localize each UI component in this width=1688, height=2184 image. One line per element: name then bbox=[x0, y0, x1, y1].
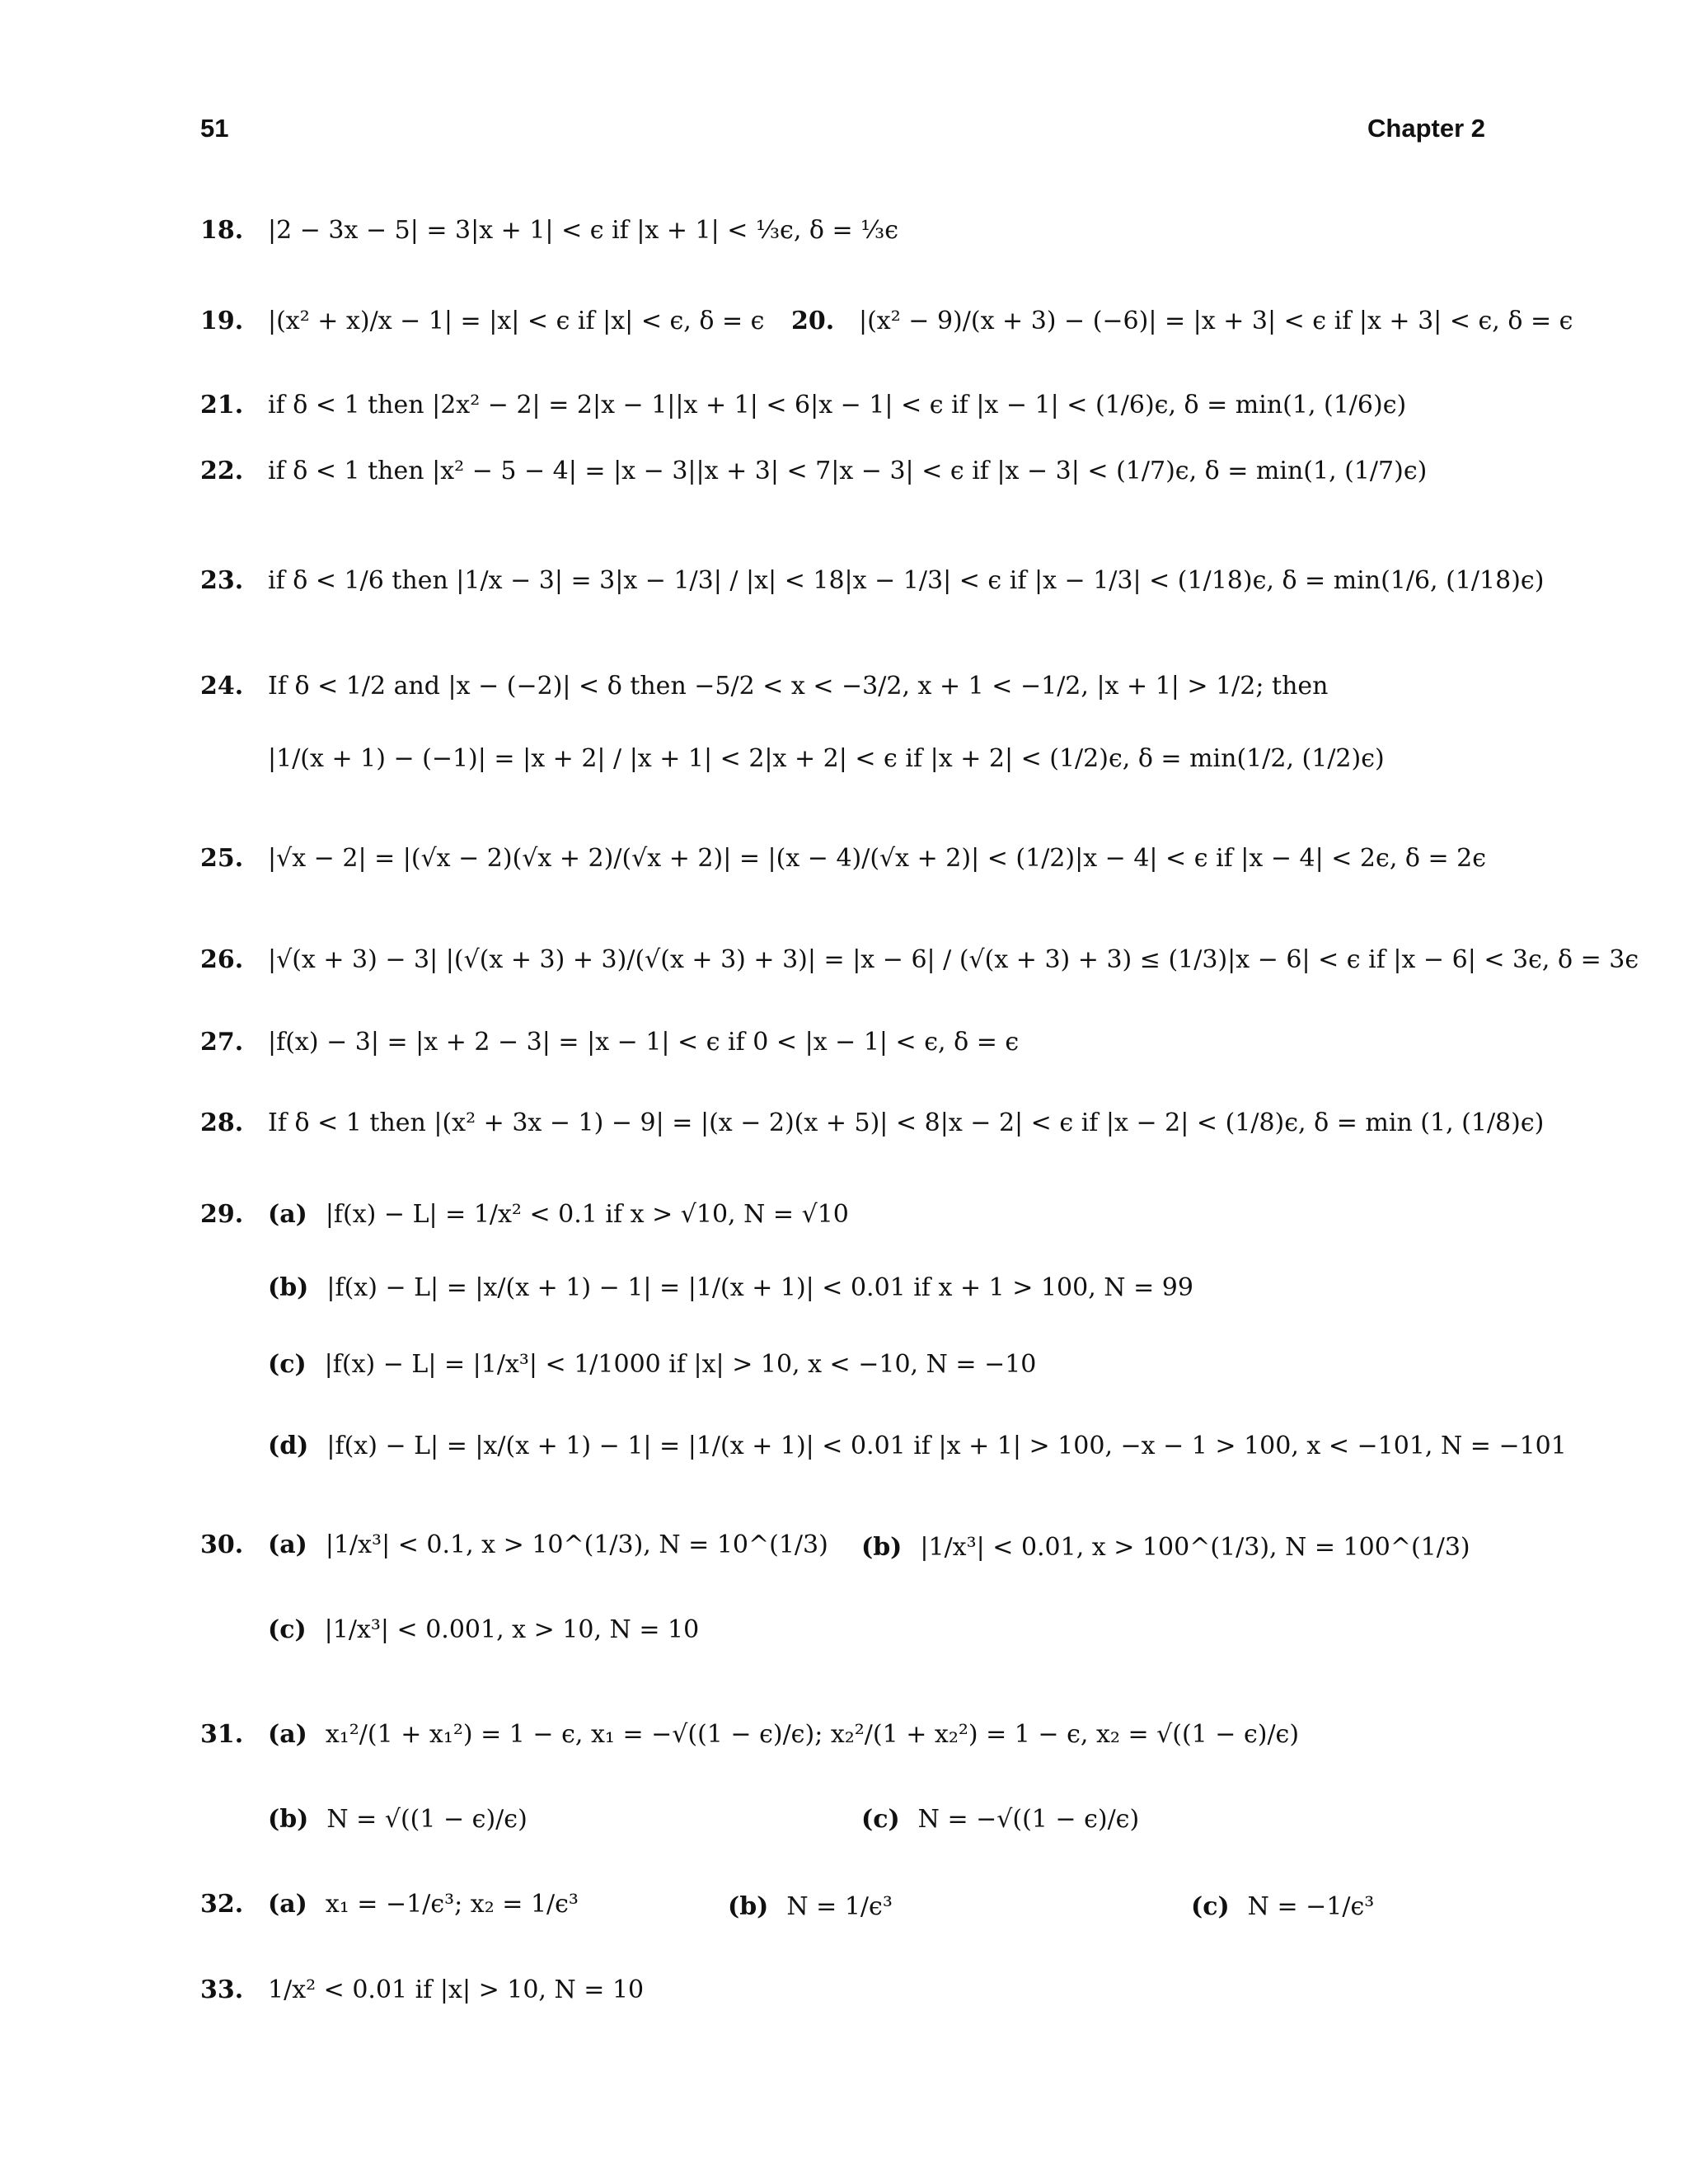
problem-number: 21. bbox=[200, 391, 244, 419]
problem-29 bbox=[200, 1202, 849, 1227]
part-text: x₁²/(1 + x₁²) = 1 − ϵ, x₁ = −√((1 − ϵ)/ϵ); x₂²/(1 + x₂²) = 1 − ϵ, x₂ = √((1 − ϵ)/ϵ) bbox=[325, 1720, 1300, 1749]
part-label: (a) bbox=[268, 1530, 307, 1559]
problem-29-c bbox=[268, 1350, 1036, 1379]
problem-number: 29. bbox=[200, 1200, 244, 1229]
part-label: (d) bbox=[268, 1432, 309, 1460]
problem-number: 31. bbox=[200, 1720, 244, 1749]
problem-19 bbox=[200, 309, 764, 334]
part-text: |1/x³| < 0.01, x > 100^(1/3), N = 100^(1/3) bbox=[920, 1533, 1470, 1562]
problem-21 bbox=[200, 393, 1406, 418]
problem-text: |f(x) − 3| = |x + 2 − 3| = |x − 1| < ϵ if 0 < |x − 1| < ϵ, δ = ϵ bbox=[268, 1028, 1020, 1057]
problem-text: If δ < 1/2 and |x − (−2)| < δ then −5/2 < x < −3/2, x + 1 < −1/2, |x + 1| > 1/2; then bbox=[268, 672, 1329, 701]
problem-33 bbox=[200, 1975, 645, 2004]
problem-number: 27. bbox=[200, 1028, 244, 1057]
part-label: (c) bbox=[268, 1350, 307, 1379]
problem-text: If δ < 1 then |(x² + 3x − 1) − 9| = |(x − 2)(x + 5)| < 8|x − 2| < ϵ if |x − 2| < (1/8)ϵ, δ = min (1, (1/8)ϵ) bbox=[268, 1108, 1545, 1137]
problem-27 bbox=[200, 1030, 1019, 1055]
problem-number: 30. bbox=[200, 1530, 244, 1559]
problem-number: 19. bbox=[200, 307, 244, 335]
problem-25 bbox=[200, 846, 1486, 871]
problem-number: 20. bbox=[791, 307, 835, 335]
part-text: |f(x) − L| = |x/(x + 1) − 1| = |1/(x + 1)| < 0.01 if x + 1 > 100, N = 99 bbox=[326, 1273, 1193, 1302]
problem-text: |√x − 2| = |(√x − 2)(√x + 2)/(√x + 2)| = |(x − 4)/(√x + 2)| < (1/2)|x − 4| < ϵ if |x − 4| < 2ϵ, δ = 2ϵ bbox=[268, 844, 1487, 873]
part-text: N = −1/ϵ³ bbox=[1247, 1892, 1375, 1921]
problem-32 bbox=[200, 1892, 579, 1917]
problem-text: if δ < 1/6 then |1/x − 3| = 3|x − 1/3| / |x| < 18|x − 1/3| < ϵ if |x − 1/3| < (1/18)ϵ, δ = min(1/6, (1/18)ϵ) bbox=[268, 566, 1545, 595]
part-text: |f(x) − L| = |1/x³| < 1/1000 if |x| > 10, x < −10, N = −10 bbox=[324, 1350, 1037, 1379]
part-text: |1/x³| < 0.001, x > 10, N = 10 bbox=[324, 1615, 700, 1644]
part-text: x₁ = −1/ϵ³; x₂ = 1/ϵ³ bbox=[325, 1890, 579, 1919]
part-label: (c) bbox=[861, 1805, 900, 1834]
problem-30-c bbox=[268, 1615, 699, 1644]
part-text: |1/x³| < 0.1, x > 10^(1/3), N = 10^(1/3) bbox=[325, 1530, 828, 1559]
problem-number: 24. bbox=[200, 672, 244, 701]
problem-29-b bbox=[268, 1273, 1193, 1302]
problem-23 bbox=[200, 566, 1545, 595]
problem-text: |2 − 3x − 5| = 3|x + 1| < ϵ if |x + 1| < ⅓ϵ, δ = ⅓ϵ bbox=[268, 216, 899, 245]
problem-32-c bbox=[1191, 1892, 1374, 1921]
part-text: |f(x) − L| = |x/(x + 1) − 1| = |1/(x + 1)| < 0.01 if |x + 1| > 100, −x − 1 > 100, x < −101, N = −101 bbox=[326, 1432, 1567, 1460]
problem-32-b bbox=[728, 1892, 893, 1921]
problem-text: |(x² − 9)/(x + 3) − (−6)| = |x + 3| < ϵ if |x + 3| < ϵ, δ = ϵ bbox=[859, 307, 1573, 335]
part-label: (c) bbox=[268, 1615, 307, 1644]
part-text: |f(x) − L| = 1/x² < 0.1 if x > √10, N = √10 bbox=[325, 1200, 849, 1229]
problem-29-d bbox=[268, 1432, 1567, 1460]
problem-number: 28. bbox=[200, 1108, 244, 1137]
problem-30 bbox=[200, 1530, 828, 1559]
problem-20 bbox=[791, 309, 1573, 334]
problem-30-b bbox=[861, 1533, 1470, 1562]
part-label: (a) bbox=[268, 1890, 307, 1919]
problem-number: 26. bbox=[200, 945, 244, 974]
part-label: (a) bbox=[268, 1720, 307, 1749]
part-text: N = −√((1 − ϵ)/ϵ) bbox=[917, 1805, 1140, 1834]
problem-31 bbox=[200, 1722, 1299, 1747]
problem-number: 33. bbox=[200, 1975, 244, 2004]
problem-text: |√(x + 3) − 3| |(√(x + 3) + 3)/(√(x + 3) + 3)| = |x − 6| / (√(x + 3) + 3) ≤ (1/3)|x − 6| < ϵ if |x − 6| < 3ϵ, δ = 3ϵ bbox=[268, 945, 1639, 974]
part-label: (c) bbox=[1191, 1892, 1230, 1921]
problem-number: 22. bbox=[200, 457, 244, 485]
part-label: (b) bbox=[268, 1805, 309, 1834]
part-label: (b) bbox=[861, 1533, 903, 1562]
problem-24 bbox=[200, 674, 1328, 699]
problem-number: 23. bbox=[200, 566, 244, 595]
problem-28 bbox=[200, 1108, 1545, 1137]
problem-text: 1/x² < 0.01 if |x| > 10, N = 10 bbox=[268, 1975, 645, 2004]
problem-18 bbox=[200, 218, 898, 243]
problem-text: if δ < 1 then |x² − 5 − 4| = |x − 3||x + 3| < 7|x − 3| < ϵ if |x − 3| < (1/7)ϵ, δ = min(1, (1/7)ϵ) bbox=[268, 457, 1428, 485]
problem-31-c bbox=[861, 1805, 1139, 1834]
problem-number: 32. bbox=[200, 1890, 244, 1919]
problem-text: if δ < 1 then |2x² − 2| = 2|x − 1||x + 1| < 6|x − 1| < ϵ if |x − 1| < (1/6)ϵ, δ = min(1, (1/6)ϵ) bbox=[268, 391, 1407, 419]
problem-number: 25. bbox=[200, 844, 244, 873]
part-text: N = √((1 − ϵ)/ϵ) bbox=[326, 1805, 528, 1834]
problem-24-line-2: |1/(x + 1) − (−1)| = |x + 2| / |x + 1| < 2|x + 2| < ϵ if |x + 2| < (1/2)ϵ, δ = min(1/2, (1/2)ϵ) bbox=[268, 744, 1385, 773]
problem-31-b bbox=[268, 1805, 528, 1834]
page-number: 51 bbox=[200, 114, 229, 143]
problem-number: 18. bbox=[200, 216, 244, 245]
problem-22 bbox=[200, 459, 1427, 484]
chapter-title: Chapter 2 bbox=[1367, 114, 1485, 143]
part-label: (b) bbox=[268, 1273, 309, 1302]
part-text: N = 1/ϵ³ bbox=[786, 1892, 893, 1921]
part-label: (a) bbox=[268, 1200, 307, 1229]
problem-text: |(x² + x)/x − 1| = |x| < ϵ if |x| < ϵ, δ = ϵ bbox=[268, 307, 765, 335]
problem-26 bbox=[200, 945, 1639, 974]
part-label: (b) bbox=[728, 1892, 769, 1921]
